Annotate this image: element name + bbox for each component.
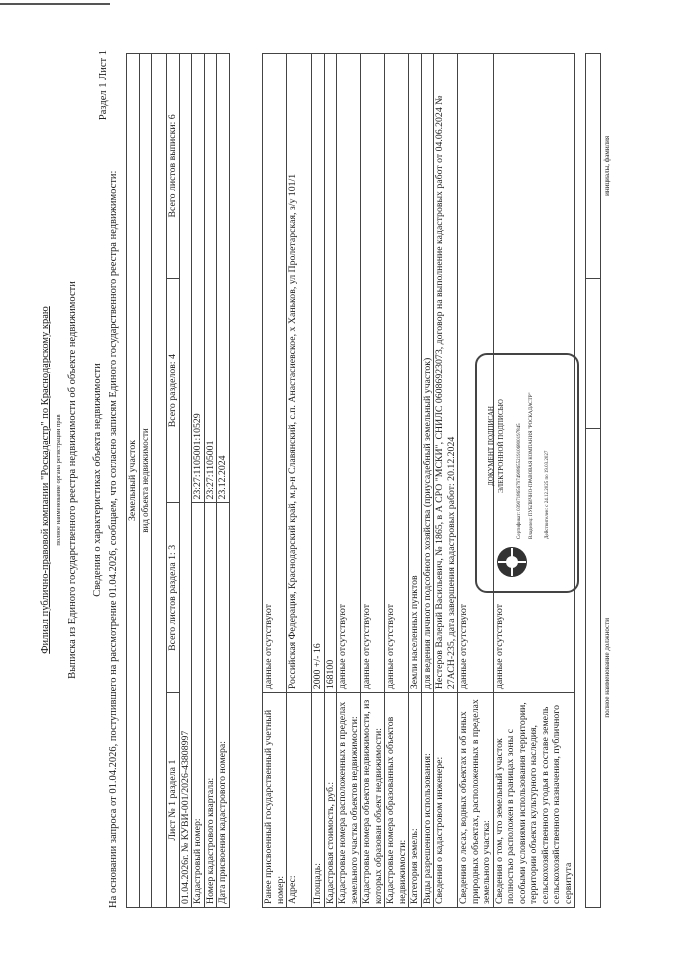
signature-table — [585, 53, 616, 908]
id-value: 23:27:1105001:10529 — [192, 54, 205, 504]
section-sheets-total: Всего листов раздела 1: 3 — [167, 503, 180, 693]
detail-label: Ранее присвоенный государственный учетный номер: — [263, 693, 287, 908]
document-subtitle: Сведения о характеристиках объекта недвижимости — [92, 363, 103, 597]
stamp-line2: ЭЛЕКТРОННОЙ ПОДПИСЬЮ — [497, 399, 505, 493]
object-type: Земельный участок — [127, 54, 140, 908]
detail-label: Кадастровые номера образованных объектов недвижимости: — [385, 693, 409, 908]
detail-value: данные отсутствуют — [337, 54, 361, 693]
detail-label: Сведения о лесах, водных объектах и об иных природных объектах, расположенных в пределах земельного участка: — [458, 693, 494, 908]
section-sheet-number: Раздел 1 Лист 1 — [98, 50, 109, 121]
blank-row — [152, 54, 167, 908]
detail-value: данные отсутствуют — [263, 54, 287, 693]
signature-name-cell — [586, 54, 601, 279]
detail-label: Кадастровые номера расположенных в пределах земельного участка объектов недвижимости: — [337, 693, 361, 908]
detail-value: для ведения личного подсобного хозяйства (приусадебный земельный участок) — [421, 54, 434, 693]
detail-label: Кадастровая стоимость, руб.: — [324, 693, 337, 908]
object-type-caption: вид объекта недвижимости — [139, 54, 152, 908]
signature-position-cell — [586, 428, 601, 907]
summary-table — [126, 53, 230, 908]
stamp-owner: Владелец: ПУБЛИЧНО-ПРАВОВАЯ КОМПАНИЯ "РОСКАДАСТР" — [529, 392, 534, 539]
detail-label: Сведения о кадастровом инженере: — [434, 693, 458, 908]
section-sheet: Лист № 1 раздела 1 — [167, 693, 180, 908]
detail-value: данные отсутствуют — [361, 54, 385, 693]
id-label: Номер кадастрового квартала: — [204, 503, 217, 908]
detail-value: 2000 +/- 16 — [312, 54, 325, 693]
roskadastr-emblem-icon — [495, 545, 529, 579]
detail-value: данные отсутствуют — [493, 54, 575, 693]
detail-value: данные отсутствуют — [458, 54, 494, 693]
request-basis: На основании запроса от 01.04.2026, поступившего на рассмотрение 01.04.2026, сообщаем, что согласно записям Единого государственного реестра недвижимости: — [108, 170, 119, 908]
id-label: Кадастровый номер: — [192, 503, 205, 908]
detail-label: Площадь: — [312, 693, 325, 908]
sign-caption — [601, 278, 617, 428]
stamp-line1: ДОКУМЕНТ ПОДПИСАН — [487, 406, 495, 486]
organization-name: Филиал публично-правовой компании "Роскадастр" по Краснодарскому краю — [40, 306, 51, 654]
id-label: Дата присвоения кадастрового номера: — [217, 503, 230, 908]
electronic-signature-stamp — [475, 353, 579, 593]
detail-value: Нестеров Валерий Васильевич, № 1865, в А СРО "МСКИ", СНИЛС 06086923073, договор на выполнение кадастровых работ от 04.06.2024 № 27АСН-235, дата завершения кадастровых работ: 20.12.2024 — [434, 54, 458, 693]
position-caption: полное наименование должности — [601, 428, 617, 907]
organization-caption: полное наименование органа регистрации прав — [55, 414, 62, 546]
detail-value: Российская Федерация, Краснодарский край, м.р-н Славянский, с.п. Анастасиевское, х Ханьков, ул Пролетарская, з/у 101/1 — [287, 54, 312, 693]
detail-value: Земли населенных пунктов — [409, 54, 422, 693]
detail-label: Сведения о том, что земельный участок полностью расположен в границах зоны с особыми условиями использования территории, территории объекта культурного наследия, сельскохозяйственного угодья в составе земель сельскохозяйственного назначения, публичного сервитута — [493, 693, 575, 908]
detail-label: Кадастровые номера объектов недвижимости, из которых образован объект недвижимости: — [361, 693, 385, 908]
sections-total: Всего разделов: 4 — [167, 278, 180, 503]
id-value: 23.12.2024 — [217, 54, 230, 504]
detail-value: данные отсутствуют — [385, 54, 409, 693]
stamp-validity: Действителен: с 24.12.2025 по 19.03.2027 — [545, 450, 550, 539]
document-title: Выписка из Единого государственного реестра недвижимости об объекте недвижимости — [67, 281, 78, 679]
document-number: 01.04.2026г. № КУВИ-001/2026-43808997 — [179, 54, 192, 908]
document-sheets-total: Всего листов выписки: 6 — [167, 54, 180, 279]
detail-value: 168100 — [324, 54, 337, 693]
signature-sign-cell — [586, 278, 601, 428]
name-caption: инициалы, фамилия — [601, 54, 617, 279]
stamp-certificate: Сертификат: 03907186567974908655219106800197845 — [517, 423, 522, 539]
detail-label: Категория земель: — [409, 693, 422, 908]
detail-label: Адрес: — [287, 693, 312, 908]
detail-label: Виды разрешенного использования: — [421, 693, 434, 908]
id-value: 23:27:1105001 — [204, 54, 217, 504]
